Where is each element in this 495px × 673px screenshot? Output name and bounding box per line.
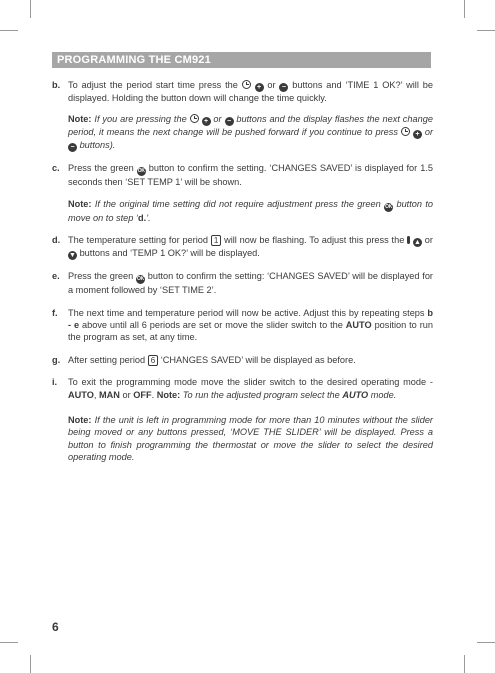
instruction-list bbox=[52, 79, 433, 474]
crop-mark bbox=[477, 30, 495, 31]
thermometer-icon bbox=[407, 236, 410, 244]
step-e bbox=[52, 270, 433, 296]
clock-icon bbox=[190, 114, 199, 123]
step-text: The next time and temperature period will now be active. Adjust this by repeating steps b - e above until all 6 periods are set or move the slider switch to the AUTO position to run the program as set, at any time. bbox=[68, 307, 433, 343]
minus-icon: − bbox=[279, 83, 288, 92]
ok-icon: OK bbox=[385, 203, 393, 210]
ok-icon: OK bbox=[137, 168, 145, 175]
plus-icon: + bbox=[413, 130, 422, 139]
step-letter: e. bbox=[52, 271, 60, 282]
step-c bbox=[52, 162, 433, 224]
note-text: Note: If you are pressing the + or − buttons and the display flashes the next change period, it means the next change will be pushed forward if you continue to press + or − buttons). bbox=[68, 114, 434, 152]
minus-icon: − bbox=[68, 143, 77, 152]
minus-icon: − bbox=[225, 117, 234, 126]
page-number: 6 bbox=[52, 620, 59, 634]
note-text: Note: If the unit is left in programming mode for more than 10 minutes without the slider being moved or any buttons pressed, ‘MOVE THE SLIDER’ will be displayed. Press a button to finish programming the thermostat or move the slider to select the desired operating mode. bbox=[68, 415, 433, 463]
step-g bbox=[52, 354, 433, 366]
crop-mark bbox=[0, 642, 18, 643]
step-letter: d. bbox=[52, 235, 61, 246]
period-number-icon: 1 bbox=[211, 235, 221, 246]
clock-icon bbox=[242, 80, 251, 89]
down-arrow-icon: ▼ bbox=[69, 252, 76, 260]
step-d bbox=[52, 234, 433, 260]
ok-icon: OK bbox=[137, 276, 144, 283]
step-text: After setting period 6 ‘CHANGES SAVED’ will be displayed as before. bbox=[68, 354, 356, 365]
step-letter: i. bbox=[52, 377, 58, 388]
step-letter: c. bbox=[52, 163, 60, 174]
crop-mark bbox=[477, 642, 495, 643]
crop-mark bbox=[30, 0, 31, 18]
clock-icon bbox=[401, 127, 410, 136]
crop-mark bbox=[0, 30, 18, 31]
note-text: Note: If the original time setting did not require adjustment press the green OK button to move on to step ‘d.’. bbox=[68, 198, 433, 223]
step-text: To adjust the period start time press the + or − buttons and ‘TIME 1 OK?’ will be displayed. Holding the button down will change the time quickly. bbox=[68, 80, 433, 103]
period-number-icon: 6 bbox=[148, 355, 158, 366]
step-letter: g. bbox=[52, 354, 61, 365]
step-b bbox=[52, 79, 433, 152]
step-letter: b. bbox=[52, 80, 61, 90]
section-header: PROGRAMMING THE CM921 bbox=[52, 52, 431, 68]
step-i bbox=[52, 376, 433, 463]
up-arrow-icon: ▲ bbox=[414, 239, 421, 247]
step-text: The temperature setting for period 1 will now be flashing. To adjust this press the ▲ or ▼ buttons and ‘TEMP 1 OK?’ will be displayed. bbox=[68, 235, 433, 260]
step-text: To exit the programming mode move the slider switch to the desired operating mode - AUTO, MAN or OFF. Note: To run the adjusted program select the AUTO mode. bbox=[68, 377, 433, 400]
step-text: Press the green OK button to confirm the setting. ‘CHANGES SAVED’ is displayed for 1.5 seconds then ‘SET TEMP 1’ will be shown. bbox=[68, 163, 433, 188]
crop-mark bbox=[464, 655, 465, 673]
crop-mark bbox=[30, 655, 31, 673]
plus-icon: + bbox=[202, 117, 211, 126]
crop-mark bbox=[464, 0, 465, 18]
step-text: Press the green OK button to confirm the setting: ‘CHANGES SAVED’ will be displayed for a moment followed by ‘SET TIME 2’. bbox=[68, 271, 433, 296]
plus-icon: + bbox=[255, 83, 264, 92]
step-f bbox=[52, 307, 433, 344]
step-letter: f. bbox=[52, 307, 58, 318]
